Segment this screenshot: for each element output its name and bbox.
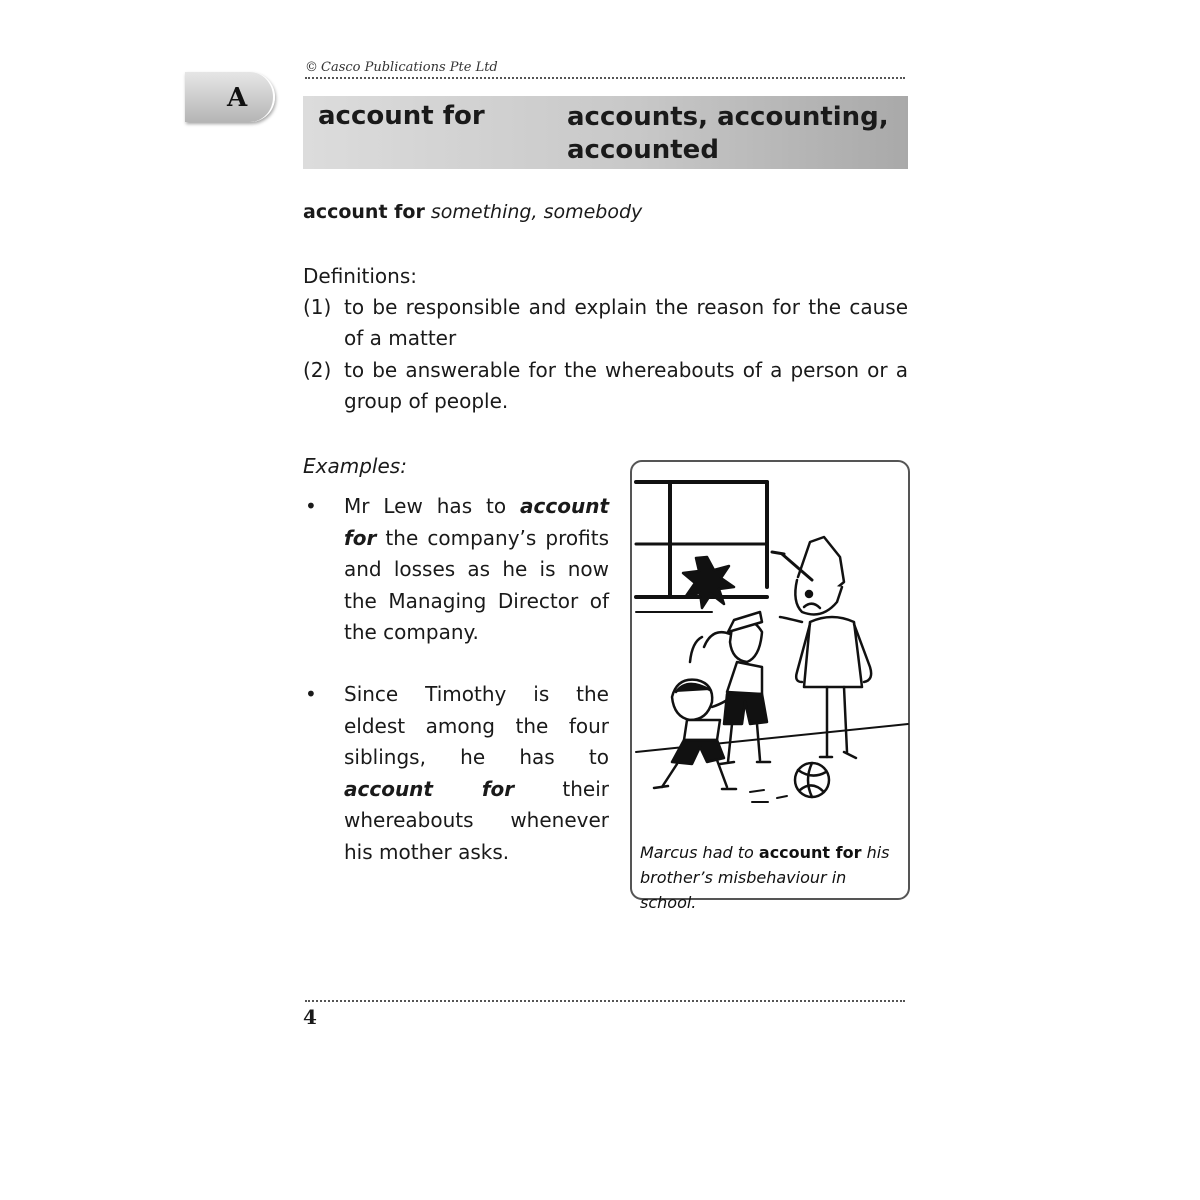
definition-item: [303, 355, 908, 417]
copyright-symbol: ©: [305, 60, 318, 75]
highlight-phrase: account for: [344, 776, 515, 801]
example-text: Mr Lew has to account for the company’s profits and losses as he is now the Managing Director of the company.: [344, 494, 609, 644]
example-text: Since Timothy is the eldest among the four siblings, he has to account for their whereabouts whenever his mother asks.: [344, 682, 609, 864]
definition-text: to be answerable for the whereabouts of a person or a group of people.: [344, 358, 908, 413]
bullet-marker: •: [305, 494, 317, 518]
definition-number: (2): [303, 358, 332, 382]
usage-phrase: account for: [303, 201, 425, 223]
highlight-phrase: account for: [344, 494, 609, 550]
copyright-line: [305, 60, 498, 75]
cartoon-illustration: [632, 462, 908, 837]
illustration-frame: [630, 460, 910, 912]
definition-text: to be responsible and explain the reason for the cause of a matter: [344, 295, 908, 350]
illustration-caption: Marcus had to account for his brother’s misbehaviour in school.: [640, 843, 890, 912]
bullet-marker: •: [305, 682, 317, 706]
example-item: [303, 491, 609, 649]
definition-number: (1): [303, 295, 332, 319]
top-dotted-divider: [305, 77, 905, 79]
usage-line: [303, 201, 642, 223]
definitions-heading: Definitions:: [303, 264, 418, 288]
section-letter: A: [227, 83, 248, 113]
example-item: [303, 679, 609, 868]
page-number: 4: [303, 1005, 317, 1029]
caption-highlight: account for: [758, 843, 862, 862]
entry-title: account for: [318, 101, 485, 131]
definition-item: [303, 292, 908, 354]
examples-heading: Examples:: [303, 454, 407, 478]
publisher-name: Casco Publications Pte Ltd: [321, 60, 498, 75]
entry-forms: accounts, accounting, accounted: [567, 102, 889, 165]
bottom-dotted-divider: [305, 1000, 905, 1002]
usage-objects: something, somebody: [430, 201, 643, 223]
